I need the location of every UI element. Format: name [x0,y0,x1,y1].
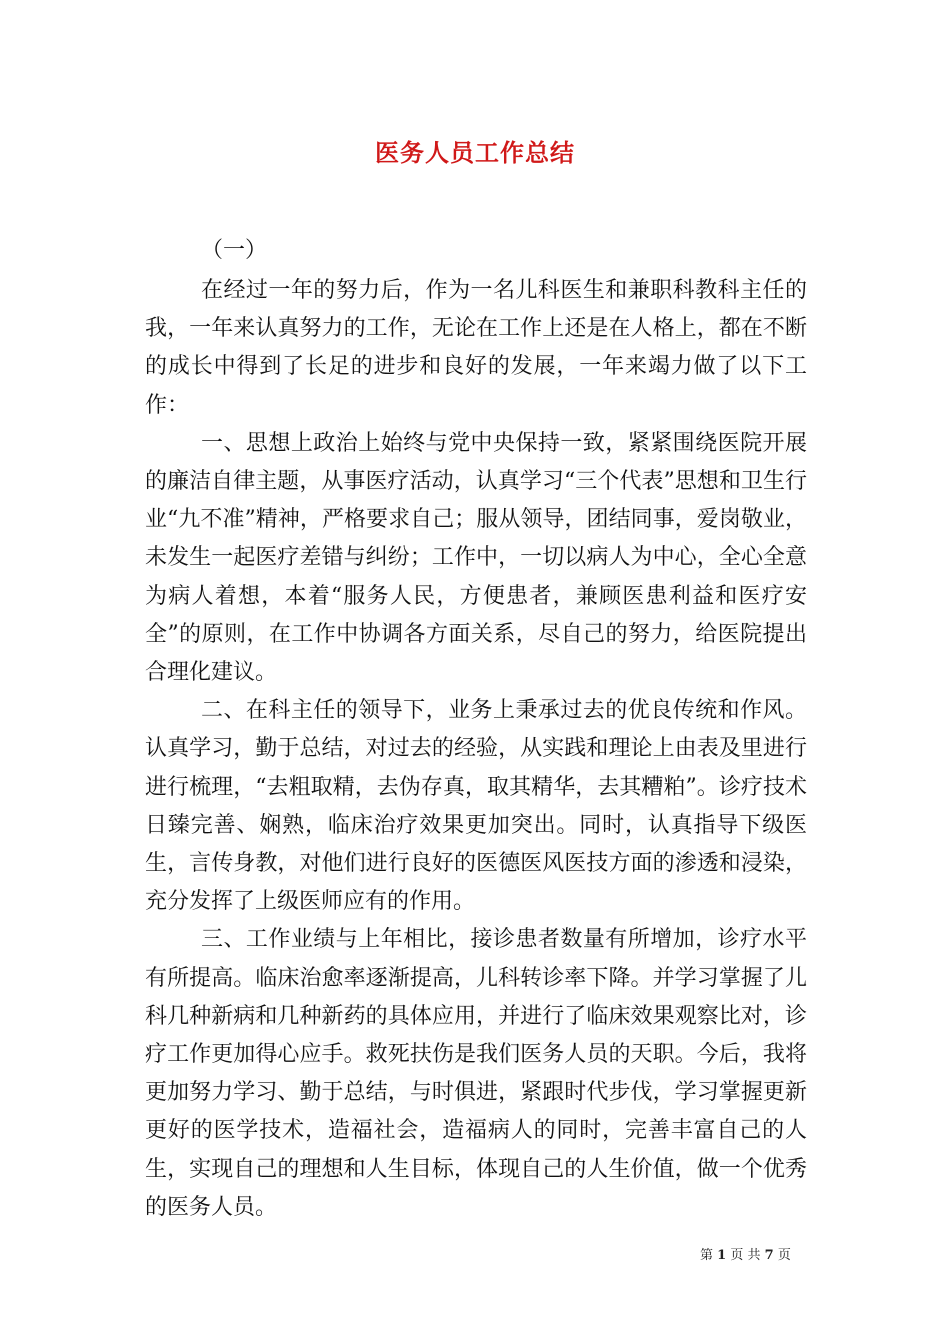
paragraph-intro: 在经过一年的努力后，作为一名儿科医生和兼职科教科主任的我，一年来认真努力的工作，无论在工作上还是在人格上，都在不断的成长中得到了长足的进步和良好的发展，一年来竭力做了以下工作： [145,278,807,418]
footer-suffix: 页 [777,1248,791,1263]
paragraph-point-2: 二、在科主任的领导下，业务上秉承过去的优良传统和作风。认真学习，勤于总结，对过去的经验，从实践和理论上由表及里进行进行梳理，“去粗取精，去伪存真，取其精华，去其糟粕”。诊疗技术日臻完善、娴熟，临床治疗效果更加突出。同时，认真指导下级医生，言传身教，对他们进行良好的医德医风医技方面的渗透和浸染，充分发挥了上级医师应有的作用。 [145,698,807,915]
section-label: （一） [201,238,268,263]
total-pages-number: 7 [764,1248,774,1263]
paragraph-point-3: 三、工作业绩与上年相比，接诊患者数量有所增加，诊疗水平有所提高。临床治愈率逐渐提高，儿科转诊率下降。并学习掌握了儿科几种新病和几种新药的具体应用，并进行了临床效果观察比对，诊疗工作更加得心应手。救死扶伤是我们医务人员的天职。今后，我将更加努力学习、勤于总结，与时俱进，紧跟时代步伐，学习掌握更新更好的医学技术，造福社会，造福病人的同时，完善丰富自己的人生，实现自己的理想和人生目标，体现自己的人生价值，做一个优秀的医务人员。 [145,927,807,1220]
page-number-footer [700,1244,820,1263]
footer-middle: 页 共 [730,1248,761,1263]
page-title: 医务人员工作总结 [375,138,575,167]
current-page-number: 1 [717,1248,727,1263]
footer-prefix: 第 [700,1248,714,1263]
document-body [145,232,807,1227]
paragraph-point-1: 一、思想上政治上始终与党中央保持一致，紧紧围绕医院开展的廉洁自律主题，从事医疗活动，认真学习“三个代表”思想和卫生行业“九不准”精神，严格要求自己；服从领导，团结同事，爱岗敬业，未发生一起医疗差错与纠纷；工作中，一切以病人为中心，全心全意为病人着想，本着“服务人民，方便患者，兼顾医患利益和医疗安全”的原则，在工作中协调各方面关系，尽自己的努力，给医院提出合理化建议。 [145,430,807,686]
